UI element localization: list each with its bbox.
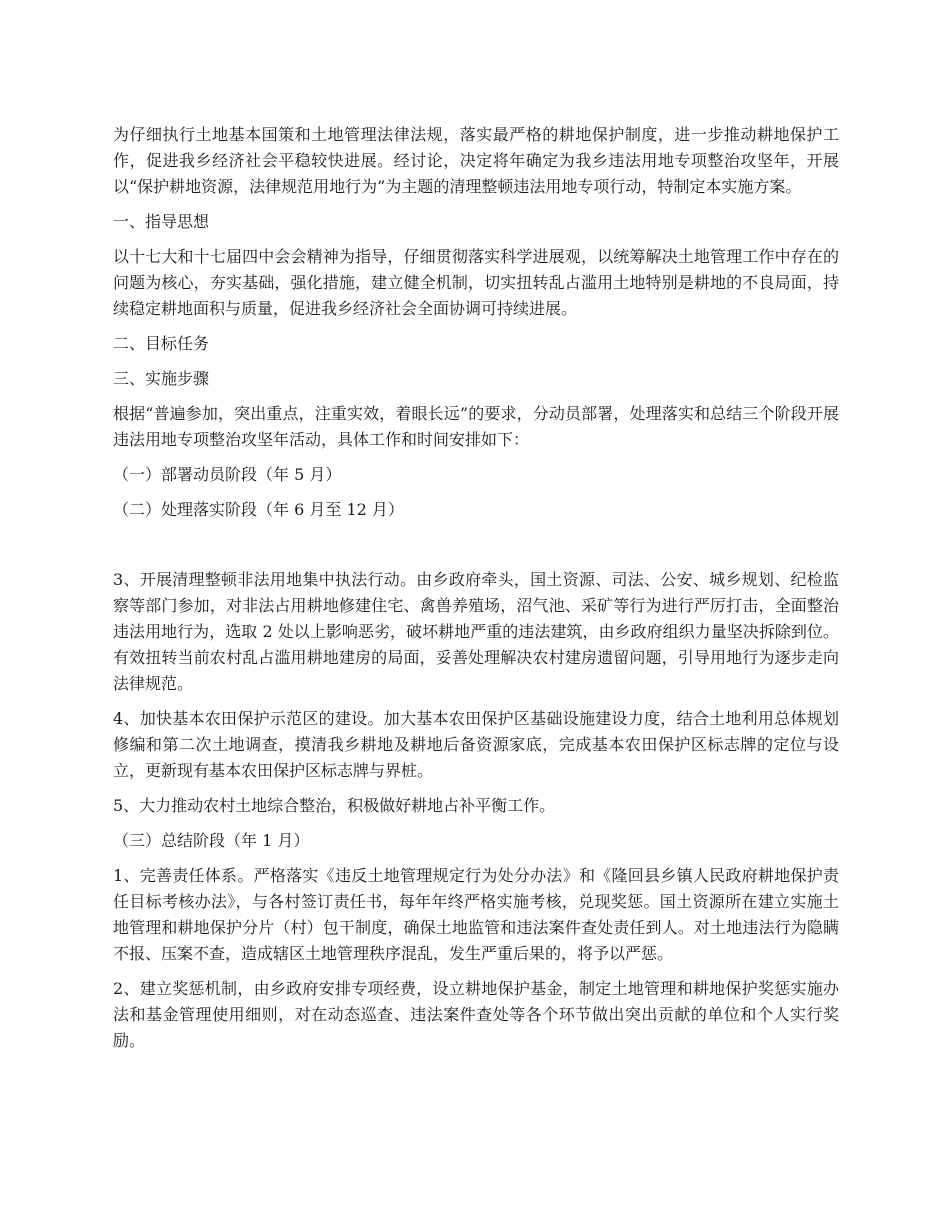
stage-one-heading: （一）部署动员阶段（年 5 月） bbox=[113, 465, 342, 484]
intro-paragraph: 为仔细执行土地基本国策和土地管理法律法规，落实最严格的耕地保护制度，进一步推动耕地保护工作，促进我乡经济社会平稳较快进展。经讨论，决定将年确定为我乡违法用地专项整治攻坚年，开展以“保护耕地资源，法律规范用地行为”为主题的清理整顿违法用地专项行动，特制定本实施方案。 bbox=[113, 125, 839, 196]
section-heading-guiding-ideology: 一、指导思想 bbox=[113, 212, 210, 231]
document-body bbox=[113, 122, 839, 1063]
steps-intro-paragraph: 根据“普遍参加，突出重点，注重实效，着眼长远”的要求，分动员部署，处理落实和总结三个阶段开展违法用地专项整治攻坚年活动，具体工作和时间安排如下： bbox=[113, 404, 839, 449]
stage-three-heading: （三）总结阶段（年 1 月） bbox=[113, 831, 310, 850]
stage-two-heading: （二）处理落实阶段（年 6 月至 12 月） bbox=[113, 500, 404, 519]
guiding-ideology-paragraph: 以十七大和十七届四中会会精神为指导，仔细贯彻落实科学进展观，以统筹解决土地管理工作中存在的问题为核心，夯实基础，强化措施，建立健全机制，切实扭转乱占滥用土地特别是耕地的不良局面，持续稳定耕地面积与质量，促进我乡经济社会全面协调可持续进展。 bbox=[113, 247, 839, 318]
item-4-paragraph: 4、加快基本农田保护示范区的建设。加大基本农田保护区基础设施建设力度，结合土地利用总体规划修编和第二次土地调查，摸清我乡耕地及耕地后备资源家底，完成基本农田保护区标志牌的定位与设立，更新现有基本农田保护区标志牌与界桩。 bbox=[113, 709, 839, 780]
blank-gap bbox=[113, 532, 839, 567]
item-5-paragraph: 5、大力推动农村土地综合整治，积极做好耕地占补平衡工作。 bbox=[113, 796, 556, 815]
item-1-paragraph: 1、完善责任体系。严格落实《违反土地管理规定行为处分办法》和《隆回县乡镇人民政府耕地保护责任目标考核办法》，与各村签订责任书，每年年终严格实施考核，兑现奖惩。国土资源所在建立实施土地管理和耕地保护分片（村）包干制度，确保土地监管和违法案件查处责任到人。对土地违法行为隐瞒不报、压案不查，造成辖区土地管理秩序混乱，发生严重后果的，将予以严惩。 bbox=[113, 866, 839, 963]
item-2-paragraph: 2、建立奖惩机制，由乡政府安排专项经费，设立耕地保护基金，制定土地管理和耕地保护奖惩实施办法和基金管理使用细则，对在动态巡查、违法案件查处等各个环节做出突出贡献的单位和个人实行奖励。 bbox=[113, 979, 839, 1050]
section-heading-goals: 二、目标任务 bbox=[113, 334, 210, 353]
item-3-paragraph: 3、开展清理整顿非法用地集中执法行动。由乡政府牵头，国土资源、司法、公安、城乡规划、纪检监察等部门参加，对非法占用耕地修建住宅、禽兽养殖场，沼气池、采矿等行为进行严厉打击，全面整治违法用地行为，选取 2 处以上影响恶劣，破坏耕地严重的违法建筑，由乡政府组织力量坚决拆除到位。有效扭转当前农村乱占滥用耕地建房的局面，妥善处理解决农村建房遗留问题，引导用地行为逐步走向法律规范。 bbox=[113, 570, 839, 693]
section-heading-steps: 三、实施步骤 bbox=[113, 369, 210, 388]
